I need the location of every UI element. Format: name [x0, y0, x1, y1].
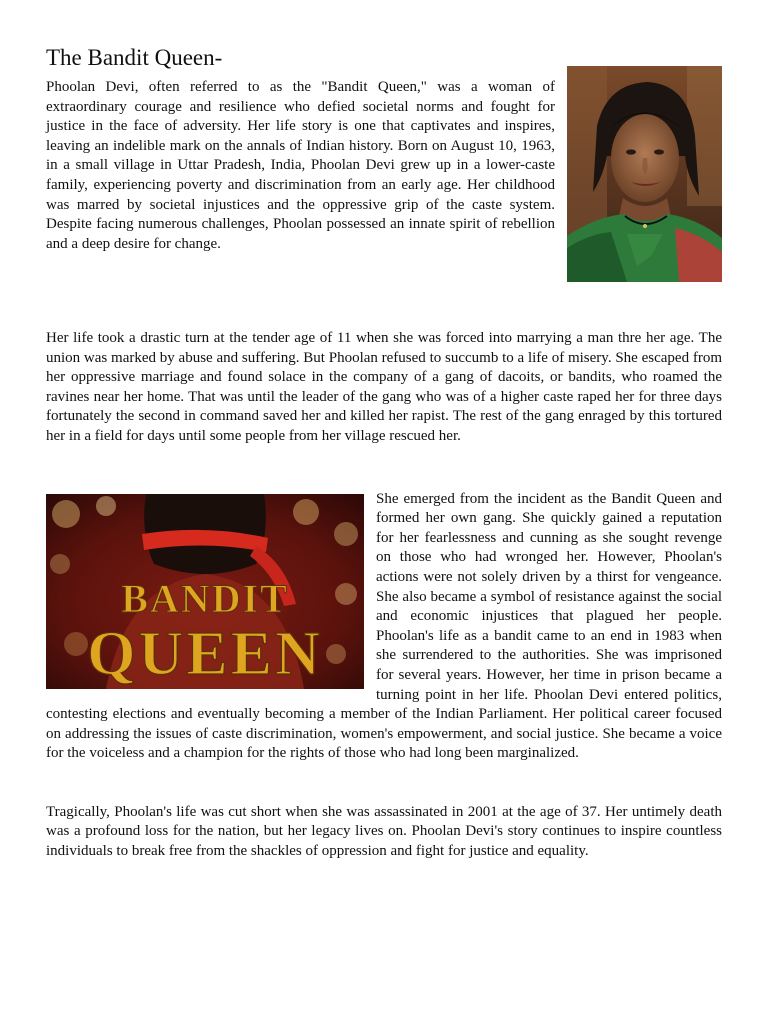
paragraph-early-life: Her life took a drastic turn at the tender age of 11 when she was forced into marrying a man thre her age. The union was marked by abuse and suffering. But Phoolan refused to succumb to a life of misery. She escaped from her oppressive marriage and found solace in the company of a gang of dacoits, or bandits, who roamed the ravines near her home. That was until the leader of the gang who was of a higher caste raped her for three days fortunately the second in command saved her and killed her rapist. The rest of the gang enraged by this tortured her in a field for days until some people from her village rescued her. — [46, 330, 722, 444]
paragraph-intro: Phoolan Devi, often referred to as the "Bandit Queen," was a woman of extraordinary courage and resilience who defied societal norms and fought for justice in the face of adversity. Her life story is one that captivates and inspires, leaving an indelible mark on the annals of Indian history. Born on August 10, 1963, in a small village in Uttar Pradesh, India, Phoolan Devi grew up in a lower-caste family, experiencing poverty and discrimination from an early age. Her childhood was marred by societal injustices and the oppressive grip of the caste system. Despite facing numerous challenges, Phoolan possessed an innate spirit of rebellion and a deep desire for change. — [46, 79, 555, 252]
document-page — [46, 44, 722, 862]
page-title: The Bandit Queen- — [46, 45, 223, 70]
portrait-photo — [567, 66, 722, 282]
poster-title-line2: QUEEN — [87, 619, 323, 688]
paragraph-legacy: Tragically, Phoolan's life was cut short when she was assassinated in 2001 at the age of 37. Her untimely death was a profound loss for the nation, but her legacy lives on. Phoolan Devi's story continues to inspire countless individuals to break free from the shackles of oppression and fight for justice and equality. — [46, 803, 722, 860]
poster-title-line1: BANDIT — [121, 575, 289, 621]
paragraph-bandit-queen: She emerged from the incident as the Bandit Queen and formed her own gang. She quickly gained a reputation for her fearlessness and cunning as she sought revenge on those who had wronged her. However, Phoolan's actions were not solely driven by a thirst for vengeance. She also became a symbol of resistance against the social and economic injustices that plagued her people. Phoolan's life as a bandit came to an end in 1983 when she surrendered to the authorities. She was imprisoned for several years. However, her time in prison became a turning point in her life. Phoolan Devi entered politics, contesting elections and eventually becoming a member of the Indian Parliament. Her political career focused on addressing the issues of caste discrimination, women's empowerment, and social justice. She became a voice for the voiceless and a champion for the rights of those who had long been marginalized. — [46, 490, 722, 762]
bandit-queen-poster — [46, 494, 364, 689]
